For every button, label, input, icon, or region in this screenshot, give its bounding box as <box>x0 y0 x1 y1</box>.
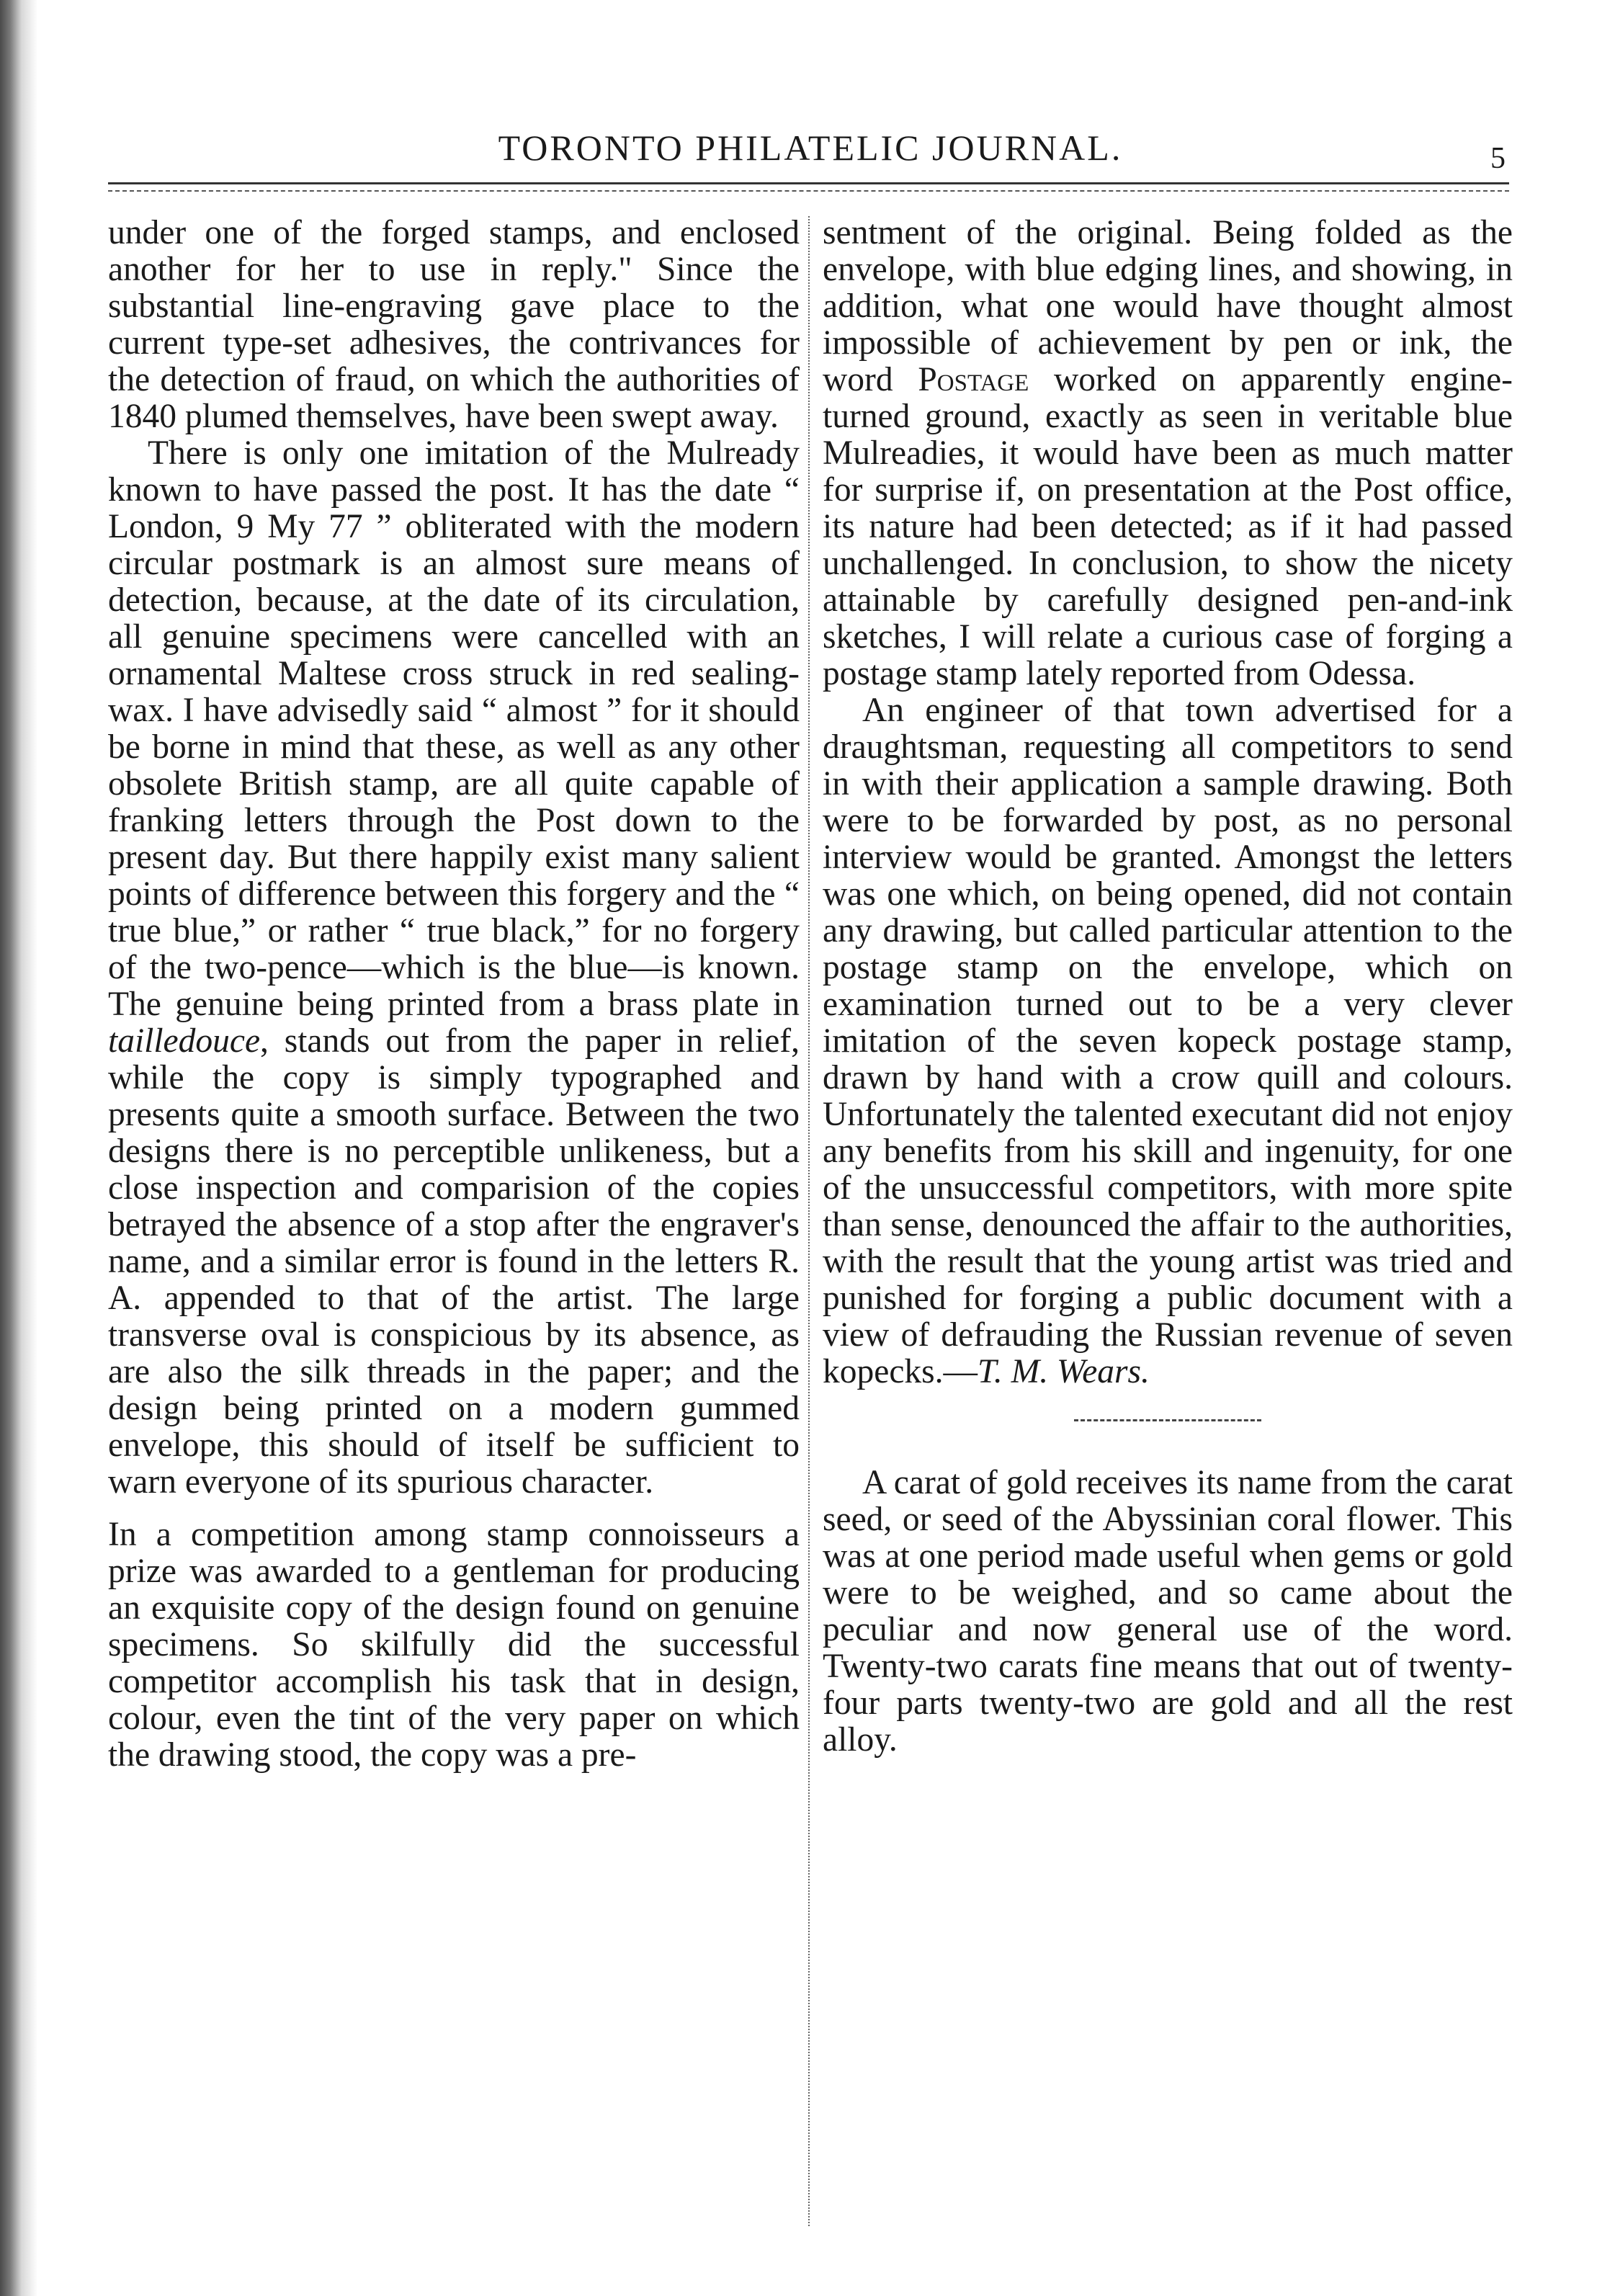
paragraph <box>823 215 1513 692</box>
column-divider <box>808 216 810 2226</box>
page-header <box>108 126 1513 175</box>
section-separator <box>1074 1419 1261 1421</box>
paragraph: under one of the forged stamps, and enclosed another for her to use in reply." Since the substantial line-engraving gave place to the current type-set adhesives, the contrivances for the detection of fraud, on which the authorities of 1840 plumed themselves, have been swept away. <box>108 214 800 435</box>
paragraph-text: There is only one imitation of the Mulready known to have passed the post. It has the date “ London, 9 My 77 ” obliterated with the modern circular postmark is an almost sure means of detection, because, at the date of its circulation, all genuine specimens were cancelled with an ornamental Maltese cross struck in red sealing-wax. I have advisedly said “ almost ” for it should be borne in mind that these, as well as any other obsolete British stamp, are all quite capable of franking letters through the Post down to the present day. But there happily exist many salient points of difference between this forgery and the “ true blue,” or rather “ true black,” for no forgery of the two-pence—which is the blue—is known. The genuine being printed from a brass plate in <box>108 434 800 1023</box>
paragraph: A carat of gold receives its name from the carat seed, or seed of the Abyssinian coral flower. This was at one period made useful when gems or gold were to be weighed, and so came about the peculiar and now general use of the word. Twenty-two carats fine means that out of twenty-four parts twenty-two are gold and all the rest alloy. <box>823 1464 1513 1759</box>
left-column <box>108 215 800 1774</box>
paragraph-gap <box>108 1501 800 1516</box>
paragraph-text: worked on apparently engine-turned ground, exactly as seen in veritable blue Mulreadies, it would have been as much matter for surprise if, on presentation at the Post office, its nature had been detected; as if it had passed unchallenged. In conclusion, to show the nicety attainable by carefully designed pen-and-ink sketches, I will relate a curious case of forging a postage stamp lately reported from Odessa. <box>823 361 1513 692</box>
paragraph <box>823 692 1513 1390</box>
paragraph-text: sentment of the original. Being folded as the envelope, with blue edging lines, and showing, in addition, what one would have thought almost impossible of achievement by pen or ink, the word <box>823 214 1513 398</box>
page-number: 5 <box>1490 142 1506 175</box>
paragraph-text: , stands out from the paper in relief, while the copy is simply typographed and presents quite a smooth surface. Between the two designs there is no perceptible unlikeness, but a close inspection and comparision of the copies betrayed the absence of a stop after the engraver's name, and a similar error is found in the letters R. A. appended to that of the artist. The large transverse oval is conspicious by its absence, as are also the silk threads in the paper; and the design being printed on a modern gummed envelope, this should of itself be sufficient to warn everyone of its spurious character. <box>108 1022 800 1501</box>
paragraph-text: An engineer of that town advertised for a draughtsman, requesting all competitors to send in with their application a sample drawing. Both were to be forwarded by post, as no personal interview would be granted. Amongst the letters was one which, on being opened, did not contain any drawing, but called particular attention to the postage stamp on the envelope, which on examination turned out to be a very clever imitation of the seven kopeck postage stamp, drawn by hand with a crow quill and colours. Unfortunately the talented executant did not enjoy any benefits from his skill and ingenuity, for one of the unsuccessful competitors, with more spite than sense, denounced the affair to the authorities, with the result that the young artist was tried and punished for forging a public document with a view of defrauding the Russian revenue of seven kopecks.— <box>823 692 1513 1390</box>
paragraph: In a competition among stamp connoisseurs a prize was awarded to a gentleman for producing an exquisite copy of the design found on genuine specimens. So skilfully did the successful competitor accomplish his task that in design, colour, even the tint of the very paper on which the drawing stood, the copy was a pre- <box>108 1516 800 1774</box>
italic-term: tailledouce <box>108 1022 261 1060</box>
paragraph <box>108 435 800 1501</box>
smallcaps-word: Postage <box>918 361 1029 398</box>
right-column <box>823 215 1513 1759</box>
author-signature: T. M. Wears. <box>978 1353 1150 1390</box>
binding-edge <box>0 0 37 2296</box>
journal-title: TORONTO PHILATELIC JOURNAL. <box>498 128 1123 168</box>
header-rule-dashed <box>108 190 1509 192</box>
header-rule <box>108 182 1509 184</box>
